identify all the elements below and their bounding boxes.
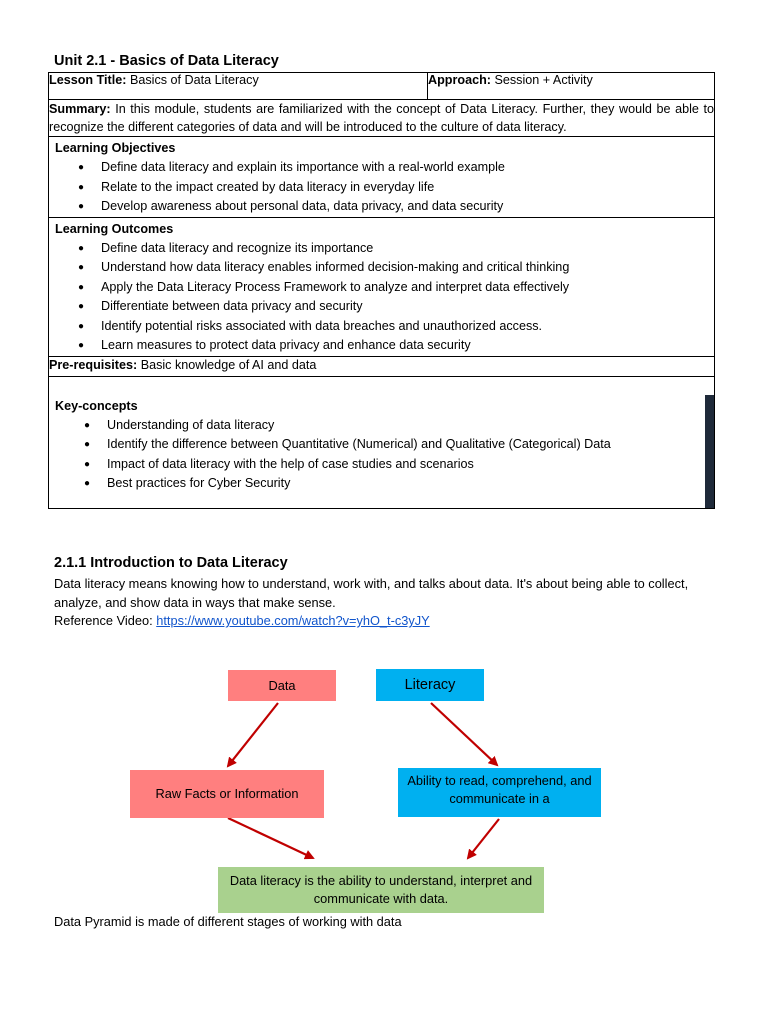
list-item: ● Best practices for Cyber Security <box>107 474 708 494</box>
list-item: ● Identify potential risks associated with data breaches and unauthorized access. <box>101 317 714 337</box>
intro-paragraph: Data literacy means knowing how to understand, work with, and talks about data. It's about being able to collect, analyze, and show data in ways that make sense. <box>54 576 689 610</box>
summary-label: Summary: <box>49 102 111 116</box>
learning-objectives-cell <box>49 137 715 218</box>
prerequisites-text: Basic knowledge of AI and data <box>140 357 317 372</box>
arrow-literacy-to-ability <box>431 703 497 765</box>
list-item: ● Understand how data literacy enables informed decision-making and critical thinking <box>101 258 714 278</box>
diagram-box-data: Data <box>228 670 336 701</box>
arrow-raw-to-final <box>228 818 313 858</box>
diagram-box-raw-facts: Raw Facts or Information <box>130 770 324 818</box>
list-item: ● Impact of data literacy with the help of case studies and scenarios <box>107 455 708 475</box>
lesson-title-value: Basics of Data Literacy <box>129 73 259 87</box>
reference-label: Reference Video: <box>54 613 157 628</box>
lesson-title-cell <box>49 73 428 100</box>
diagram-box-literacy: Literacy <box>376 669 484 701</box>
key-concepts-heading: Key-concepts <box>55 398 138 413</box>
list-item: ● Differentiate between data privacy and security <box>101 297 714 317</box>
prerequisites-cell <box>49 356 715 376</box>
list-item: ● Define data literacy and recognize its importance <box>101 239 714 259</box>
diagram-box-ability: Ability to read, comprehend, and communicate in a <box>398 768 601 817</box>
lesson-title-label: Lesson Title: <box>49 73 127 87</box>
arrow-data-to-raw <box>228 703 278 766</box>
approach-cell <box>428 73 715 100</box>
reference-video <box>54 611 430 630</box>
list-item: ● Apply the Data Literacy Process Framework to analyze and interpret data effectively <box>101 278 714 298</box>
learning-outcomes-cell <box>49 217 715 356</box>
approach-label: Approach: <box>428 73 491 87</box>
list-item: ● Understanding of data literacy <box>107 416 708 436</box>
unit-title: Unit 2.1 - Basics of Data Literacy <box>54 53 279 69</box>
key-concepts-cell <box>49 376 715 508</box>
summary-cell <box>49 100 715 137</box>
learning-objectives-heading: Learning Objectives <box>55 141 176 155</box>
diagram-box-definition: Data literacy is the ability to understand, interpret and communicate with data. <box>218 867 544 913</box>
learning-objectives-list <box>49 158 714 217</box>
summary-text: In this module, students are familiarized with the concept of Data Literacy. Further, they would be able to recognize the different categories of data and will be introduced to the culture of data literacy. <box>49 102 715 134</box>
list-item: ● Learn measures to protect data privacy and enhance data security <box>101 336 714 356</box>
lesson-plan-table <box>48 72 715 509</box>
approach-value: Session + Activity <box>494 73 593 87</box>
list-item: ● Develop awareness about personal data, data privacy, and data security <box>101 197 714 217</box>
data-pyramid-text: Data Pyramid is made of different stages of working with data <box>54 914 402 929</box>
key-concepts-list <box>55 416 708 494</box>
learning-outcomes-list <box>49 239 714 356</box>
learning-outcomes-heading: Learning Outcomes <box>55 221 174 236</box>
list-item: ● Relate to the impact created by data literacy in everyday life <box>101 178 714 198</box>
arrow-ability-to-final <box>468 819 499 858</box>
section-title: 2.1.1 Introduction to Data Literacy <box>54 555 288 571</box>
list-item: ● Identify the difference between Quantitative (Numerical) and Qualitative (Categorical) Data <box>107 435 708 455</box>
prerequisites-label: Pre-requisites: <box>49 357 138 372</box>
reference-video-link[interactable]: https://www.youtube.com/watch?v=yhO_t-c3yJY <box>156 613 430 628</box>
list-item: ● Define data literacy and explain its importance with a real-world example <box>101 158 714 178</box>
